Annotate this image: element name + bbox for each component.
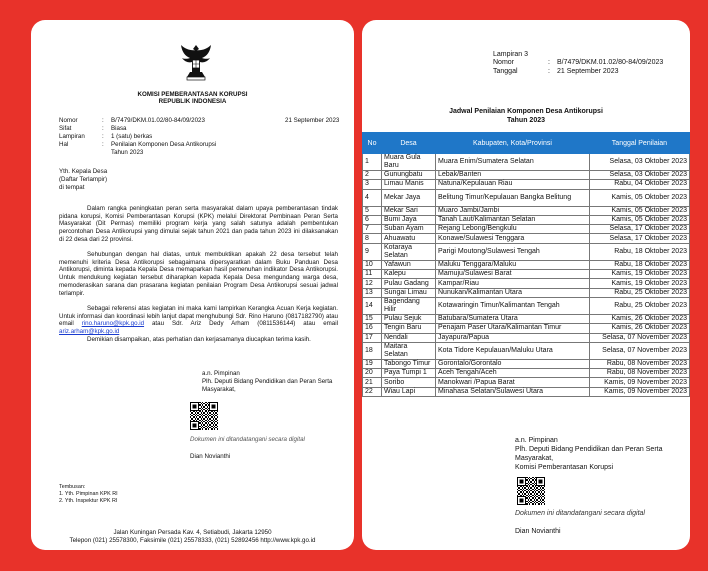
cell-tanggal: Kamis, 26 Oktober 2023 [589,324,689,333]
cell-desa: Pulau Gadang [382,279,436,288]
tembusan-title: Tembusan: [59,484,86,490]
agency-country: REPUBLIK INDONESIA [158,98,227,105]
table-row [363,378,690,387]
col-header-tanggal: Tanggal Penilaian [589,133,689,154]
meta-sep: : [102,133,104,140]
cell-no: 18 [363,342,382,359]
recipient-line: di tempat [59,184,85,191]
cell-no: 22 [363,387,382,396]
digital-signature-note: Dokumen ini ditandatangani secara digital [190,436,305,443]
table-row [363,359,690,368]
cell-kabupaten: Parigi Moutong/Sulawesi Tengah [436,243,590,260]
meta-value: 21 September 2023 [557,68,619,75]
agency-name: KOMISI PEMBERANTASAN KORUPSI [137,91,248,98]
cell-no: 4 [363,189,382,206]
cell-no: 3 [363,180,382,189]
col-header-no: No [363,133,382,154]
cell-no: 12 [363,279,382,288]
table-row [363,243,690,260]
cell-tanggal: Selasa, 03 Oktober 2023 [589,154,689,171]
cell-desa: Soribo [382,378,436,387]
recipient-line: Yth. Kepala Desa [59,168,108,175]
cell-kabupaten: Belitung Timur/Kepulauan Bangka Belitung [436,189,590,206]
cell-desa: Limau Manis [382,180,436,189]
meta-value: Penilaian Komponen Desa Antikorupsi [111,141,217,148]
cell-kabupaten: Jayapura/Papua [436,333,590,342]
cell-kabupaten: Kota Tidore Kepulauan/Maluku Utara [436,342,590,359]
meta-label: Lampiran [59,133,85,140]
cell-no: 11 [363,270,382,279]
table-row [363,225,690,234]
cell-desa: Muara Gula Baru [382,154,436,171]
meta-value: B/7479/DKM.01.02/80-84/09/2023 [557,59,664,66]
cell-kabupaten: Kampar/Riau [436,279,590,288]
col-header-desa: Desa [382,133,436,154]
cell-desa: Sungai Limau [382,288,436,297]
table-row [363,234,690,243]
cell-desa: Kalepu [382,270,436,279]
cell-kabupaten: Muara Enim/Sumatera Selatan [436,154,590,171]
body-text: atau Sdr. Ariz Dedy Arham (0811536144) atau email [144,320,338,328]
meta-label: Sifat [59,125,72,132]
cell-kabupaten: Lebak/Banten [436,171,590,180]
cell-kabupaten: Minahasa Selatan/Sulawesi Utara [436,387,590,396]
cell-tanggal: Kamis, 05 Oktober 2023 [589,215,689,224]
qr-code-icon [190,402,218,430]
cell-desa: Mekar Jaya [382,189,436,206]
footer-address: Jalan Kuningan Persada Kav. 4, Setiabudi, Jakarta 12950 [113,529,272,536]
cell-kabupaten: Mamuju/Sulawesi Barat [436,270,590,279]
attachment-page [362,20,690,550]
cell-no: 16 [363,324,382,333]
meta-label: Nomor [493,59,515,66]
cell-tanggal: Selasa, 07 November 2023 [589,333,689,342]
cell-desa: Yafawun [382,260,436,269]
cell-tanggal: Selasa, 07 November 2023 [589,342,689,359]
schedule-year: Tahun 2023 [507,117,545,124]
table-row [363,279,690,288]
cell-desa: Maitara Selatan [382,342,436,359]
sign-role: Masyarakat, [515,455,554,462]
cell-kabupaten: Manokwari /Papua Barat [436,378,590,387]
meta-sep: : [102,117,104,124]
cell-kabupaten: Penajam Paser Utara/Kalimantan Timur [436,324,590,333]
cell-kabupaten: Muaro Jambi/Jambi [436,206,590,215]
cell-tanggal: Kamis, 05 Oktober 2023 [589,206,689,215]
table-row [363,288,690,297]
cell-desa: Tengin Baru [382,324,436,333]
table-row [363,314,690,323]
cell-kabupaten: Tanah Laut/Kalimantan Selatan [436,215,590,224]
email-link-rino[interactable]: rino.haruno@kpk.go.id [81,320,145,328]
table-row [363,270,690,279]
cell-no: 8 [363,234,382,243]
table-row [363,324,690,333]
sign-role: Plh. Deputi Bidang Pendidikan dan Peran Serta [202,378,333,385]
cell-desa: Suban Ayam [382,225,436,234]
cell-desa: Bagendang Hilir [382,297,436,314]
cell-tanggal: Rabu, 25 Oktober 2023 [589,288,689,297]
table-header-row [363,133,690,154]
cell-tanggal: Kamis, 05 Oktober 2023 [589,189,689,206]
body-paragraph-4: Demikian disampaikan, atas perhatian dan kerjasamanya diucapkan terima kasih. [87,336,311,343]
meta-label: Nomor [59,117,78,124]
cell-no: 2 [363,171,382,180]
cell-kabupaten: Natuna/Kepulauan Riau [436,180,590,189]
cell-desa: Nendali [382,333,436,342]
meta-label: Hal [59,141,69,148]
body-paragraph-1: Dalam rangka peningkatan peran serta masyarakat dalam upaya pemberantasan tindak pidana korupsi, Komisi Pemberantasan Korupsi (KPK) melalui Direktorat Pembinaan Peran Serta Masyarakat (Dit Permas) memiliki program kerja yang salah satunya adalah pembentukan percontohan Desa Antikorupsi yang dimulai sejak tahun 2021 dan pada tahun 2023 ini dilaksanakan di 22 desa dari 22 provinsi. [59,205,338,243]
body-paragraph-2: Sehubungan dengan hal diatas, untuk membuktikan apakah 22 desa tersebut telah memenuhi kriteria Desa Antikorupsi sebagaimana dipersyaratkan dalam Buku Panduan Desa Antikorupsi, diminta kepada Kepala Desa memaparkan hasil pemenuhan indikator Desa Antikorupsi. Untuk mendukung kegiatan tersebut diharapkan kepada Kepala Desa mengundang warga desa, memoderasikan sarana dan prasarana kegiatan penilaian Program Desa Antikorupsi sesuai jadwal terlampir. [59,251,338,297]
cell-kabupaten: Rejang Lebong/Bengkulu [436,225,590,234]
meta-sep: : [102,125,104,132]
cell-no: 5 [363,206,382,215]
cell-kabupaten: Nunukan/Kalimantan Utara [436,288,590,297]
cell-tanggal: Rabu, 25 Oktober 2023 [589,297,689,314]
cell-no: 19 [363,359,382,368]
signer-name: Dian Novianthi [515,528,561,535]
lampiran-label: Lampiran 3 [493,51,529,58]
table-row [363,333,690,342]
meta-sep: : [548,59,550,66]
cell-tanggal: Rabu, 18 Oktober 2023 [589,243,689,260]
cell-tanggal: Kamis, 09 November 2023 [589,378,689,387]
cell-tanggal: Kamis, 26 Oktober 2023 [589,314,689,323]
cell-no: 7 [363,225,382,234]
meta-value: 1 (satu) berkas [111,133,153,140]
meta-value-cont: Tahun 2023 [111,149,144,156]
table-row [363,297,690,314]
signer-name: Dian Novianthi [190,453,231,460]
meta-sep: : [548,68,550,75]
cell-desa: Wiau Lapi [382,387,436,396]
meta-sep: : [102,141,104,148]
cell-desa: Tabongo Timur [382,359,436,368]
cell-no: 9 [363,243,382,260]
schedule-table [362,132,690,397]
cell-no: 15 [363,314,382,323]
table-row [363,215,690,224]
cell-kabupaten: Kotawaringin Timur/Kalimantan Tengah [436,297,590,314]
footer-contact: Telepon (021) 25578300, Faksimile (021) 25578333, (021) 52892456 http://www.kpk.go.id [69,537,316,544]
sign-role: Masyarakat, [202,386,236,393]
cell-kabupaten: Aceh Tengah/Aceh [436,369,590,378]
schedule-title: Jadwal Penilaian Komponen Desa Antikorupsi [449,108,603,115]
cell-no: 21 [363,378,382,387]
cell-tanggal: Kamis, 19 Oktober 2023 [589,279,689,288]
cell-desa: Ahuawatu [382,234,436,243]
table-row [363,189,690,206]
garuda-emblem-icon [179,42,213,82]
sign-an: a.n. Pimpinan [515,437,558,444]
sign-role: Plh. Deputi Bidang Pendidikan dan Peran Serta [515,446,663,453]
cell-tanggal: Kamis, 19 Oktober 2023 [589,270,689,279]
table-row [363,171,690,180]
cell-tanggal: Rabu, 04 Oktober 2023 [589,180,689,189]
digital-signature-note: Dokumen ini ditandatangani secara digital [515,510,645,517]
cell-kabupaten: Konawe/Sulawesi Tenggara [436,234,590,243]
table-row [363,369,690,378]
table-row [363,260,690,269]
cell-tanggal: Rabu, 08 November 2023 [589,369,689,378]
cell-no: 17 [363,333,382,342]
cell-kabupaten: Gorontalo/Gorontalo [436,359,590,368]
cell-desa: Bumi Jaya [382,215,436,224]
tembusan-item: 1. Yth. Pimpinan KPK RI [59,491,118,497]
sign-an: a.n. Pimpinan [202,370,240,377]
cell-tanggal: Rabu, 18 Oktober 2023 [589,260,689,269]
table-row [363,180,690,189]
table-row [363,206,690,215]
body-paragraph-3 [59,305,338,336]
qr-code-icon [517,477,545,505]
cell-desa: Kotaraya Selatan [382,243,436,260]
cell-tanggal: Selasa, 17 Oktober 2023 [589,234,689,243]
recipient-line: (Daftar Terlampir) [59,176,108,183]
body-text: Sebagai referensi atas kegiatan ini maka kami lampirkan Kerangka Acuan Kerja kegiatan. Untuk informasi dan koordinasi lebih lanjut dapat menghubungi Sdr. Rino Haruno (0817182790) atau email [59,305,338,328]
cell-tanggal: Rabu, 08 November 2023 [589,359,689,368]
letter-page [31,20,354,550]
cell-no: 10 [363,260,382,269]
meta-value: Biasa [111,125,127,132]
meta-label: Tanggal [493,68,518,75]
cell-tanggal: Selasa, 17 Oktober 2023 [589,225,689,234]
cell-tanggal: Selasa, 03 Oktober 2023 [589,171,689,180]
col-header-kabupaten: Kabupaten, Kota/Provinsi [436,133,590,154]
cell-no: 1 [363,154,382,171]
email-link-ariz[interactable]: ariz.arham@kpk.go.id [59,328,120,336]
cell-no: 6 [363,215,382,224]
table-row [363,154,690,171]
table-row [363,387,690,396]
table-row [363,342,690,359]
cell-desa: Gunungbatu [382,171,436,180]
tembusan-item: 2. Yth. Inspektur KPK RI [59,498,118,504]
meta-value: B/7479/DKM.01.02/80-84/09/2023 [111,117,205,124]
cell-kabupaten: Maluku Tenggara/Maluku [436,260,590,269]
cell-kabupaten: Batubara/Sumatera Utara [436,314,590,323]
cell-desa: Pulau Sejuk [382,314,436,323]
cell-no: 14 [363,297,382,314]
letter-date: 21 September 2023 [285,117,340,124]
cell-no: 13 [363,288,382,297]
cell-no: 20 [363,369,382,378]
cell-desa: Mekar Sari [382,206,436,215]
cell-desa: Paya Tumpi 1 [382,369,436,378]
cell-tanggal: Kamis, 09 November 2023 [589,387,689,396]
sign-role: Komisi Pemberantasan Korupsi [515,464,614,471]
